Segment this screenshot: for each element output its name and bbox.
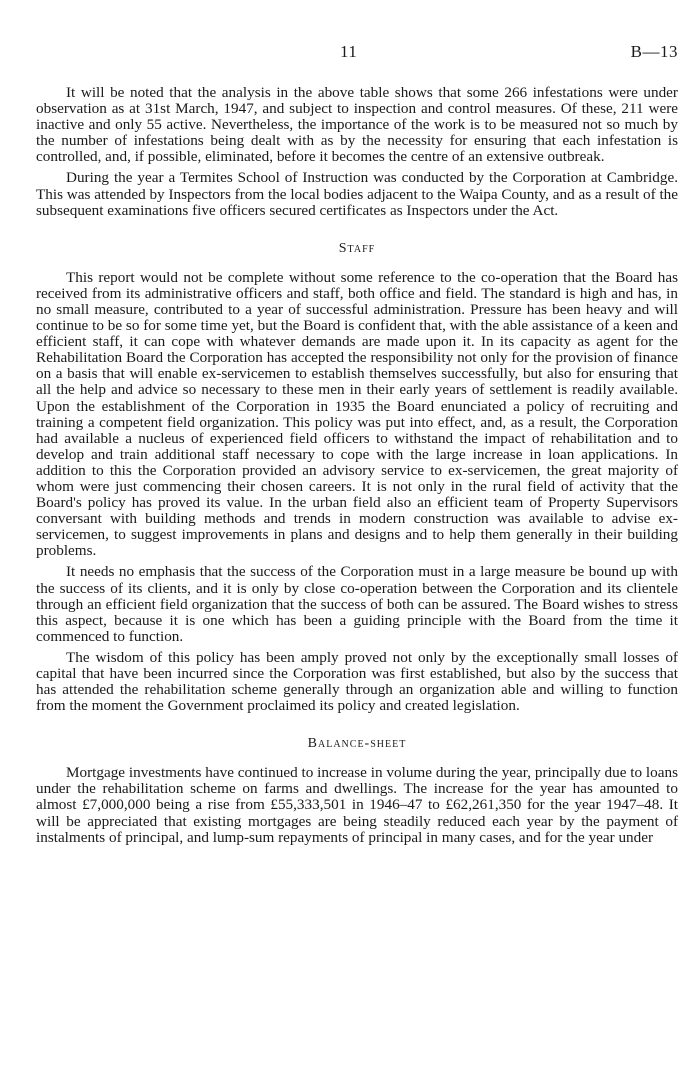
paragraph: This report would not be complete without some reference to the co-operation that the Board has received from its administrative officers and staff, both office and field. The standard is high and has, in no small measure, contributed to a year of successful administration. Pressure has been heavy and will continue to be so for some time yet, but the Board is confident that, with the able assistance of a keen and efficient staff, it can cope with whatever demands are made upon it. In its capacity as agent for the Rehabilitation Board the Corporation has accepted the responsibility not only for the provision of finance on a basis that will enable ex-servicemen to establish themselves successfully, but also for ensuring that all the help and advice so necessary to these men in their early years of settlement is readily available. Upon the establishment of the Corporation in 1935 the Board enunciated a policy of recruiting and training a competent field organization. This policy was put into effect, and, as a result, the Corporation had available a nucleus of experienced field officers to withstand the impact of rehabilitation and to develop and train additional staff necessary to cope with the large increase in loan applications. In addition to this the Corporation provided an advisory service to ex-servicemen, the great majority of whom were just commencing their chosen careers. It is not only in the rural field of activity that the Board's policy has proved its value. In the urban field also an efficient team of Property Supervisors conversant with building methods and trends in modern construction was available to advise ex-servicemen, to suggest improvements in plans and designs and to help them generally in their building problems. — [36, 268, 678, 560]
staff-section — [36, 241, 678, 715]
paragraph: It needs no emphasis that the success of the Corporation must in a large measure be bound up with the success of its clients, and it is only by close co-operation between the Corporation and its clientele through an efficient field organization that the success of both can be assured. The Board wishes to stress this aspect, because it is one which has been a guiding principle with the Board from the time it commenced to function. — [36, 563, 678, 645]
page-number: 11 — [340, 42, 358, 61]
page-header — [0, 42, 700, 64]
section-heading-balance-sheet: Balance-sheet — [307, 736, 407, 752]
document-reference: B—13 — [630, 42, 678, 61]
page-body — [36, 85, 678, 851]
section-heading-staff: Staff — [338, 240, 376, 256]
paragraph: The wisdom of this policy has been amply proved not only by the exceptionally small losses of capital that have been incurred since the Corporation was first established, but also by the success that has attended the rehabilitation scheme generally through an organization able and willing to function from the moment the Government proclaimed its policy and created legislation. — [36, 648, 678, 715]
paragraph: Mortgage investments have continued to increase in volume during the year, principally due to loans under the rehabilitation scheme on farms and dwellings. The increase for the year has amounted to almost £7,000,000 being a rise from £55,333,501 in 1946–47 to £62,261,350 for the year 1947–48. It will be appreciated that existing mortgages are being steadily reduced each year by the payment of instalments of principal, and lump-sum repayments of principal in many cases, and for the year under — [36, 764, 678, 846]
paragraph: During the year a Termites School of Instruction was conducted by the Corporation at Cambridge. This was attended by Inspectors from the local bodies adjacent to the Waipa County, and as a result of the subsequent examinations five officers secured certificates as Inspectors under the Act. — [36, 169, 678, 219]
balance-sheet-section — [36, 736, 678, 845]
termites-section — [36, 85, 678, 219]
paragraph: It will be noted that the analysis in the above table shows that some 266 infestations were under observation as at 31st March, 1947, and subject to inspection and control measures. Of these, 211 were inactive and only 55 active. Nevertheless, the importance of the work is to be measured not so much by the number of infestations being dealt with as by the necessity for ensuring that each infestation is controlled, and, if possible, eliminated, before it becomes the centre of an extensive outbreak. — [36, 84, 678, 166]
